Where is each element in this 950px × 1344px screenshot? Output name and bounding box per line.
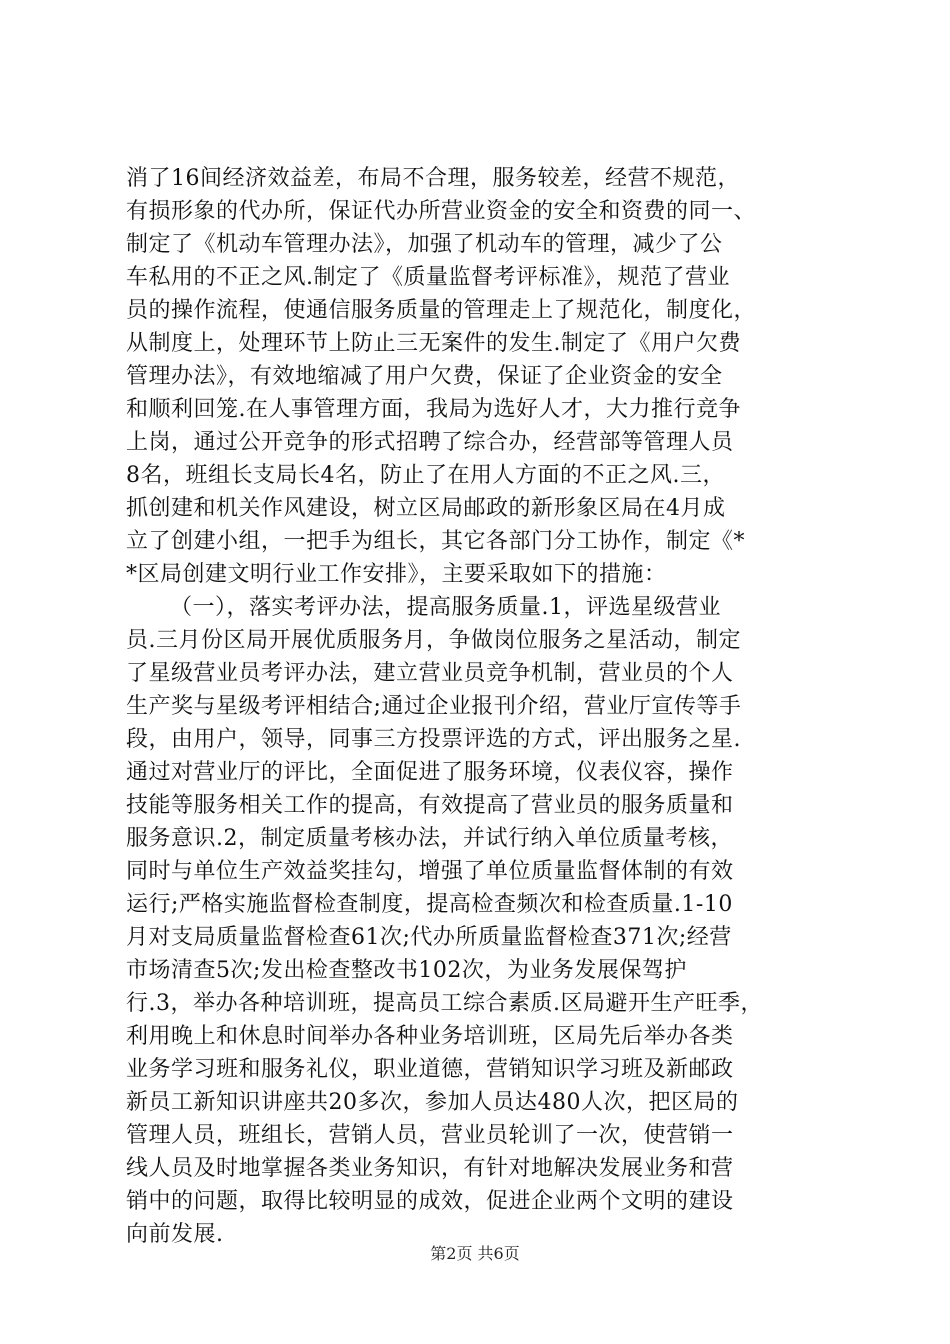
text-line: 行.3，举办各种培训班，提高员工综合素质.区局避开生产旺季， <box>126 991 763 1016</box>
text-line: 段，由用户，领导，同事三方投票评选的方式，评出服务之星. <box>126 727 741 752</box>
text-line: 抓创建和机关作风建设，树立区局邮政的新形象区局在4月成 <box>126 496 726 521</box>
text-line: 员的操作流程，使通信服务质量的管理走上了规范化，制度化， <box>126 298 757 323</box>
text-line: 服务意识.2，制定质量考核办法，并试行纳入单位质量考核， <box>126 826 733 851</box>
text-line: 车私用的不正之风.制定了《质量监督考评标准》，规范了营业 <box>126 265 730 290</box>
text-line: 生产奖与星级考评相结合;通过企业报刊介绍，营业厅宣传等手 <box>126 694 742 719</box>
text-line: 制定了《机动车管理办法》，加强了机动车的管理，减少了公 <box>126 232 723 257</box>
text-line: 同时与单位生产效益奖挂勾，增强了单位质量监督体制的有效 <box>126 859 734 884</box>
text-line: 立了创建小组，一把手为组长，其它各部门分工协作，制定《* <box>126 529 746 554</box>
text-line: 上岗，通过公开竞争的形式招聘了综合办，经营部等管理人员 <box>126 430 734 455</box>
text-line: 员.三月份区局开展优质服务月，争做岗位服务之星活动，制定 <box>126 628 741 653</box>
text-line: 有损形象的代办所，保证代办所营业资金的安全和资费的同一、 <box>126 199 757 224</box>
text-line: *区局创建文明行业工作安排》，主要采取如下的措施： <box>126 562 667 587</box>
text-line: 市场清查5次;发出检查整改书102次，为业务发展保驾护 <box>126 958 687 983</box>
text-line: 运行;严格实施监督检查制度，提高检查频次和检查质量.1-10 <box>126 892 733 917</box>
text-line: 利用晚上和休息时间举办各种业务培训班，区局先后举办各类 <box>126 1024 734 1049</box>
page-number-footer: 第2页 共6页 <box>430 1244 520 1263</box>
text-line: 管理人员，班组长，营销人员，营业员轮训了一次，使营销一 <box>126 1123 734 1148</box>
text-line: 销中的问题，取得比较明显的成效，促进企业两个文明的建设 <box>126 1189 734 1214</box>
text-line: 8名，班组长支局长4名，防止了在用人方面的不正之风.三， <box>126 463 725 488</box>
text-line: 通过对营业厅的评比，全面促进了服务环境，仪表仪容，操作 <box>126 760 734 785</box>
document-body <box>126 162 846 1251</box>
text-line: 业务学习班和服务礼仪，职业道德，营销知识学习班及新邮政 <box>126 1057 734 1082</box>
text-line: 了星级营业员考评办法，建立营业员竞争机制，营业员的个人 <box>126 661 734 686</box>
text-line: 管理办法》，有效地缩减了用户欠费，保证了企业资金的安全 <box>126 364 723 389</box>
text-line: 技能等服务相关工作的提高，有效提高了营业员的服务质量和 <box>126 793 734 818</box>
text-line: 月对支局质量监督检查61次;代办所质量监督检查371次;经营 <box>126 925 732 950</box>
text-line: 新员工新知识讲座共20多次，参加人员达480人次，把区局的 <box>126 1090 739 1115</box>
text-line: 从制度上，处理环节上防止三无案件的发生.制定了《用户欠费 <box>126 331 741 356</box>
text-line: 线人员及时地掌握各类业务知识，有针对地解决发展业务和营 <box>126 1156 734 1181</box>
text-line: 消了16间经济效益差，布局不合理，服务较差，经营不规范， <box>126 166 740 191</box>
text-line: 和顺利回笼.在人事管理方面，我局为选好人才，大力推行竞争 <box>126 397 741 422</box>
paragraph-start-line: （一），落实考评办法，提高服务质量.1，评选星级营业 <box>170 595 721 620</box>
text-line: 向前发展. <box>126 1222 224 1247</box>
